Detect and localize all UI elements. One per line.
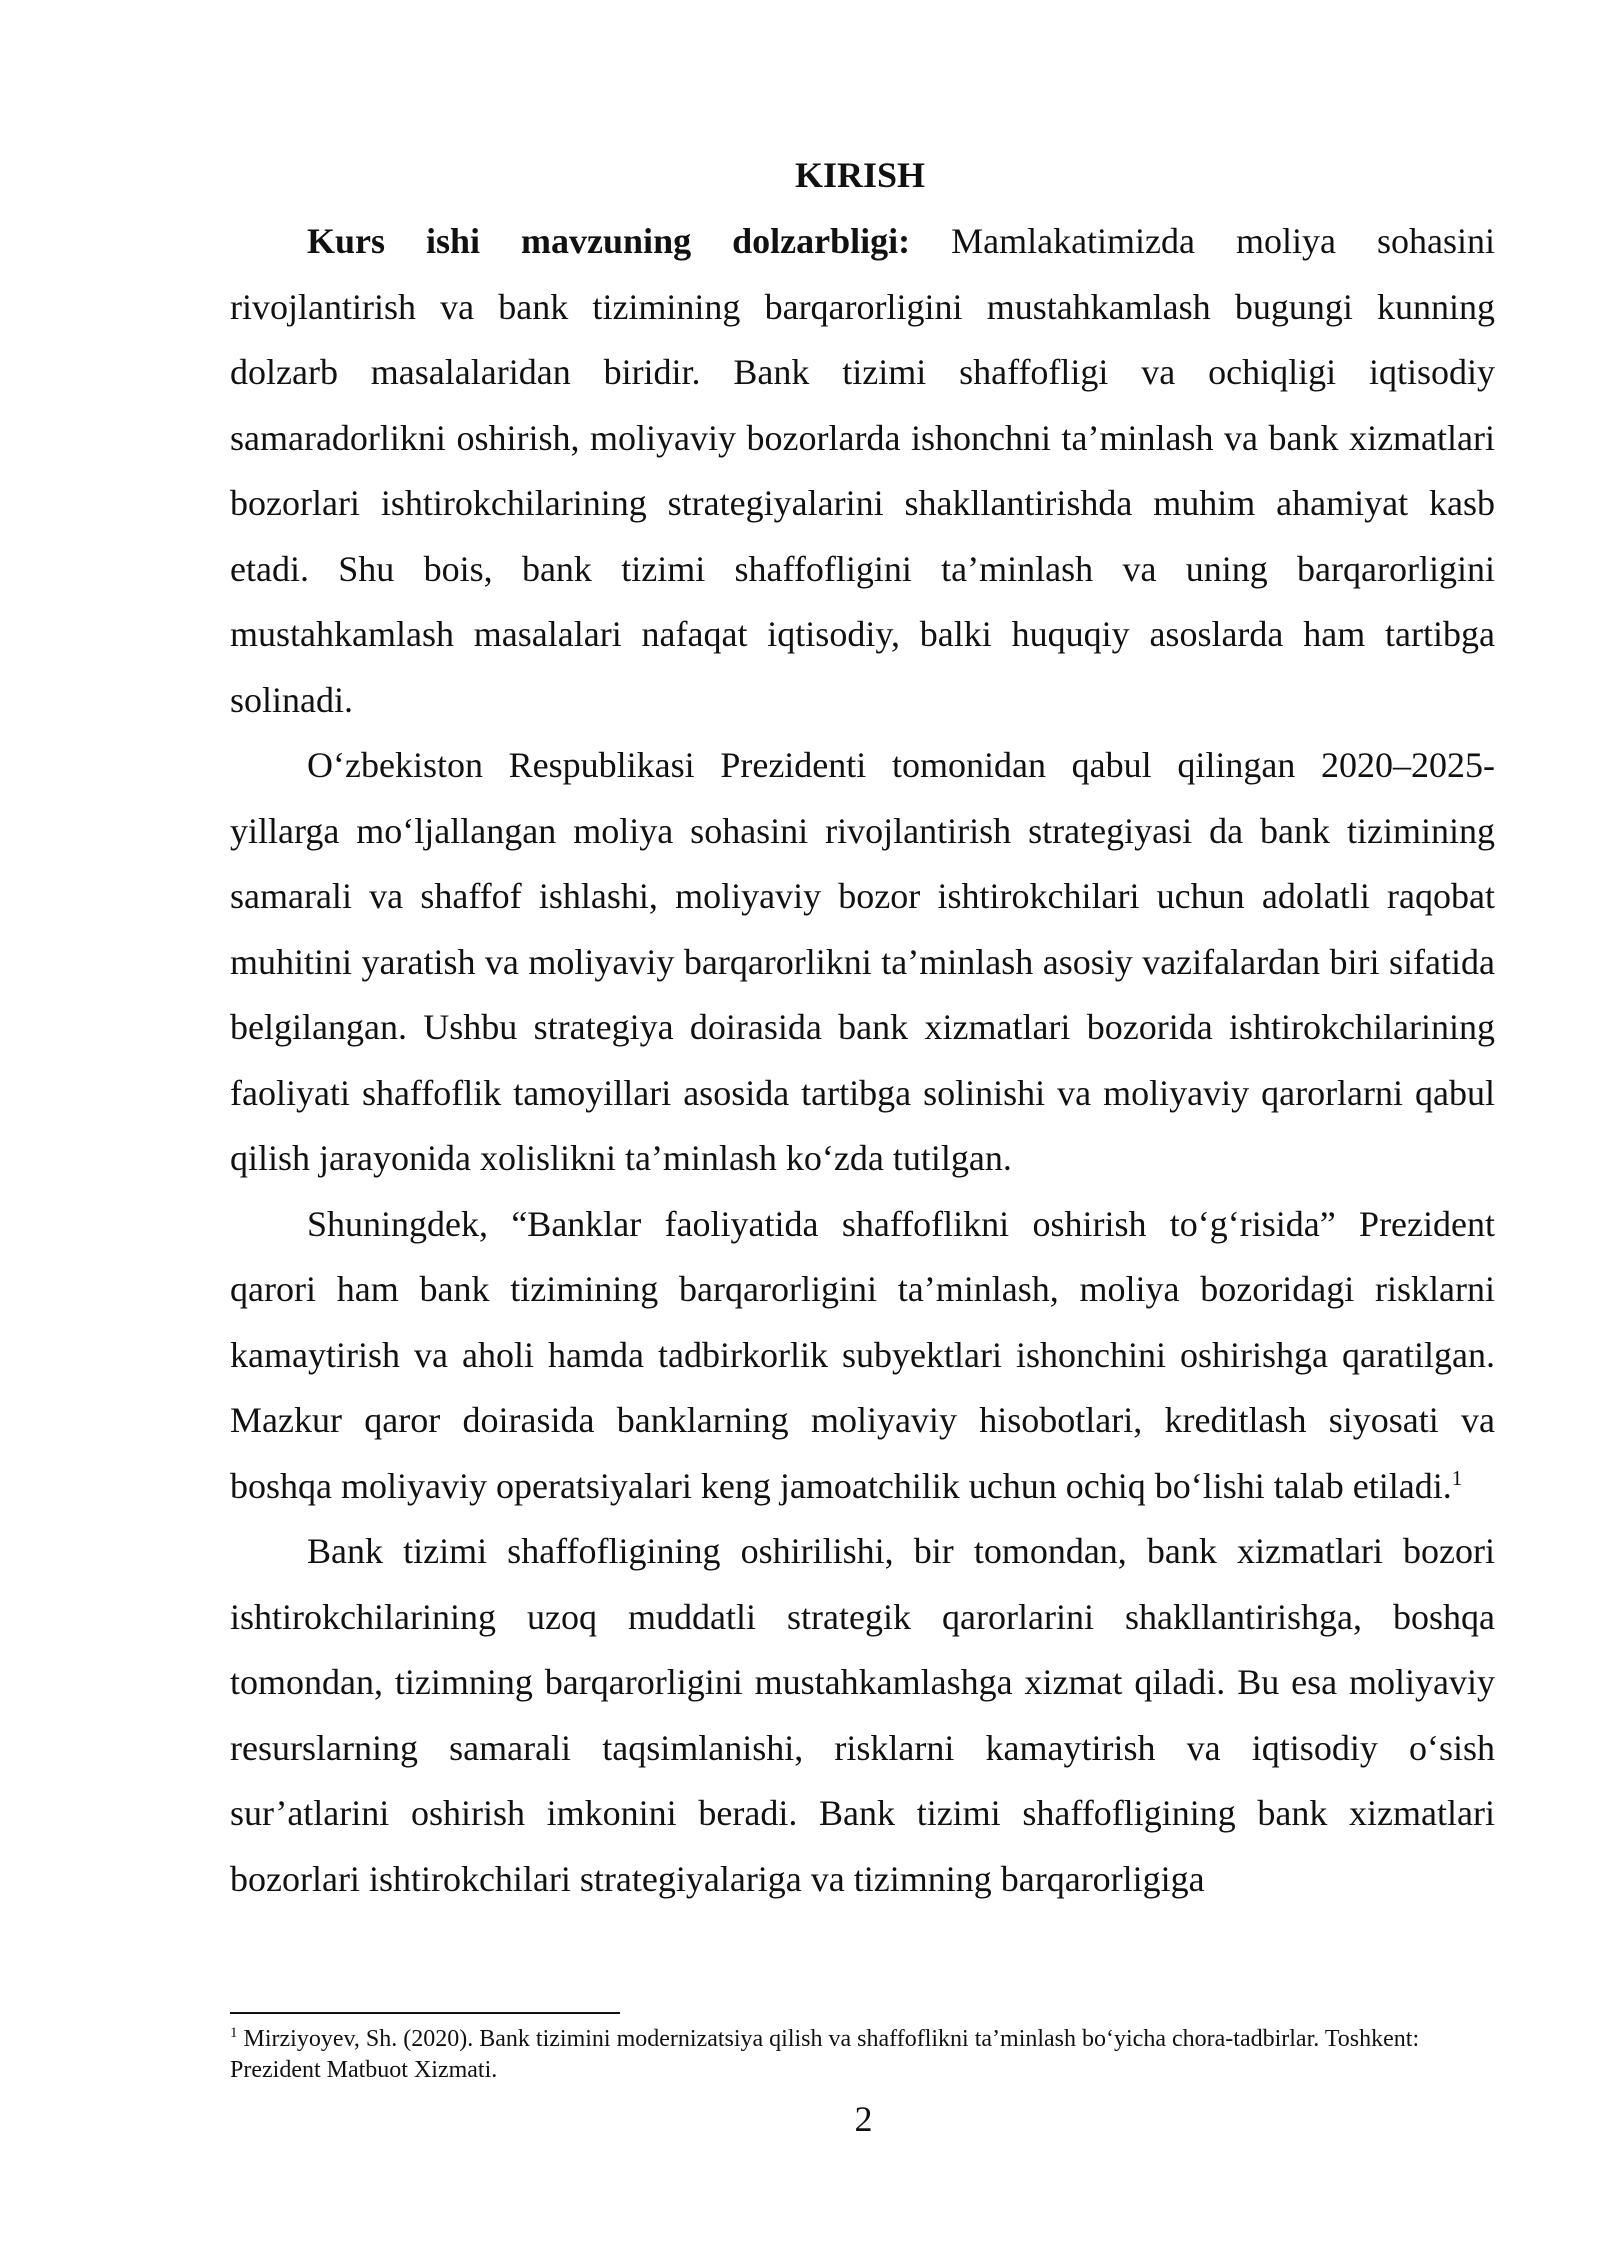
paragraph-text: Shuningdek, “Banklar faoliyatida shaffoflikni oshirish to‘g‘risida” Prezident qarori ham bank tizimining barqarorligini ta’minlash, moliya bozoridagi risklarni kamaytirish va aholi hamda tadbirkorlik subyektlari ishonchini oshirishga qaratilgan. Mazkur qaror doirasida banklarning moliyaviy hisobotlari, kreditlash siyosati va boshqa moliyaviy operatsiyalari keng jamoatchilik uchun ochiq bo‘lishi talab etiladi. [230, 1203, 1495, 1506]
footnote-text: Mirziyoyev, Sh. (2020). Bank tizimini modernizatsiya qilish va shaffoflikni ta’minlash bo‘yicha chora-tadbirlar. Toshkent: Prezident Matbuot Xizmati. [230, 2026, 1420, 2083]
page-number: 2 [854, 2099, 873, 2139]
paragraph-lead: Kurs ishi mavzuning dolzarbligi: [307, 221, 911, 261]
paragraph-text: O‘zbekiston Respublikasi Prezidenti tomonidan qabul qilingan 2020–2025-yillarga mo‘ljallangan moliya sohasini rivojlantirish strategiyasi da bank tizimining samarali va shaffof ishlashi, moliyaviy bozor ishtirokchilari uchun adolatli raqobat muhitini yaratish va moliyaviy barqarorlikni ta’minlash asosiy vazifalardan biri sifatida belgilangan. Ushbu strategiya doirasida bank xizmatlari bozorida ishtirokchilarining faoliyati shaffoflik tamoyillari asosida tartibga solinishi va moliyaviy qarorlarni qabul qilish jarayonida xolislikni ta’minlash ko‘zda tutilgan. [230, 745, 1495, 1178]
paragraph-text: Bank tizimi shaffofligining oshirilishi, bir tomondan, bank xizmatlari bozori ishtirokchilarining uzoq muddatli strategik qarorlarini shakllantirishga, boshqa tomondan, tizimning barqarorligini mustahkamlashga xizmat qiladi. Bu esa moliyaviy resurslarning samarali taqsimlanishi, risklarni kamaytirish va iqtisodiy o‘sish sur’atlarini oshirish imkonini beradi. Bank tizimi shaffofligining bank xizmatlari bozorlari ishtirokchilari strategiyalariga va tizimning barqarorligiga [230, 1531, 1495, 1899]
paragraph-text: Mamlakatimizda moliya sohasini rivojlantirish va bank tizimining barqarorligini mustahkamlash bugungi kunning dolzarb masalalaridan biridir. Bank tizimi shaffofligi va ochiqligi iqtisodiy samaradorlikni oshirish, moliyaviy bozorlarda ishonchni ta’minlash va bank xizmatlari bozorlari ishtirokchilarining strategiyalarini shakllantirishda muhim ahamiyat kasb etadi. Shu bois, bank tizimi shaffofligini ta’minlash va uning barqarorligini mustahkamlash masalalari nafaqat iqtisodiy, balki huquqiy asoslarda ham tartibga solinadi. [230, 221, 1496, 720]
paragraph-relevance [230, 209, 1495, 733]
footnote-reference[interactable]: 1 [1451, 1465, 1463, 1490]
body-text [230, 209, 1495, 1912]
paragraph-decree [230, 1192, 1495, 1520]
paragraph-transparency [230, 1519, 1495, 1912]
footnote [230, 2024, 1500, 2086]
section-heading: KIRISH [794, 155, 926, 195]
footnote-separator [230, 2012, 620, 2014]
paragraph-strategy [230, 733, 1495, 1192]
footnote-number: 1 [230, 2025, 238, 2041]
